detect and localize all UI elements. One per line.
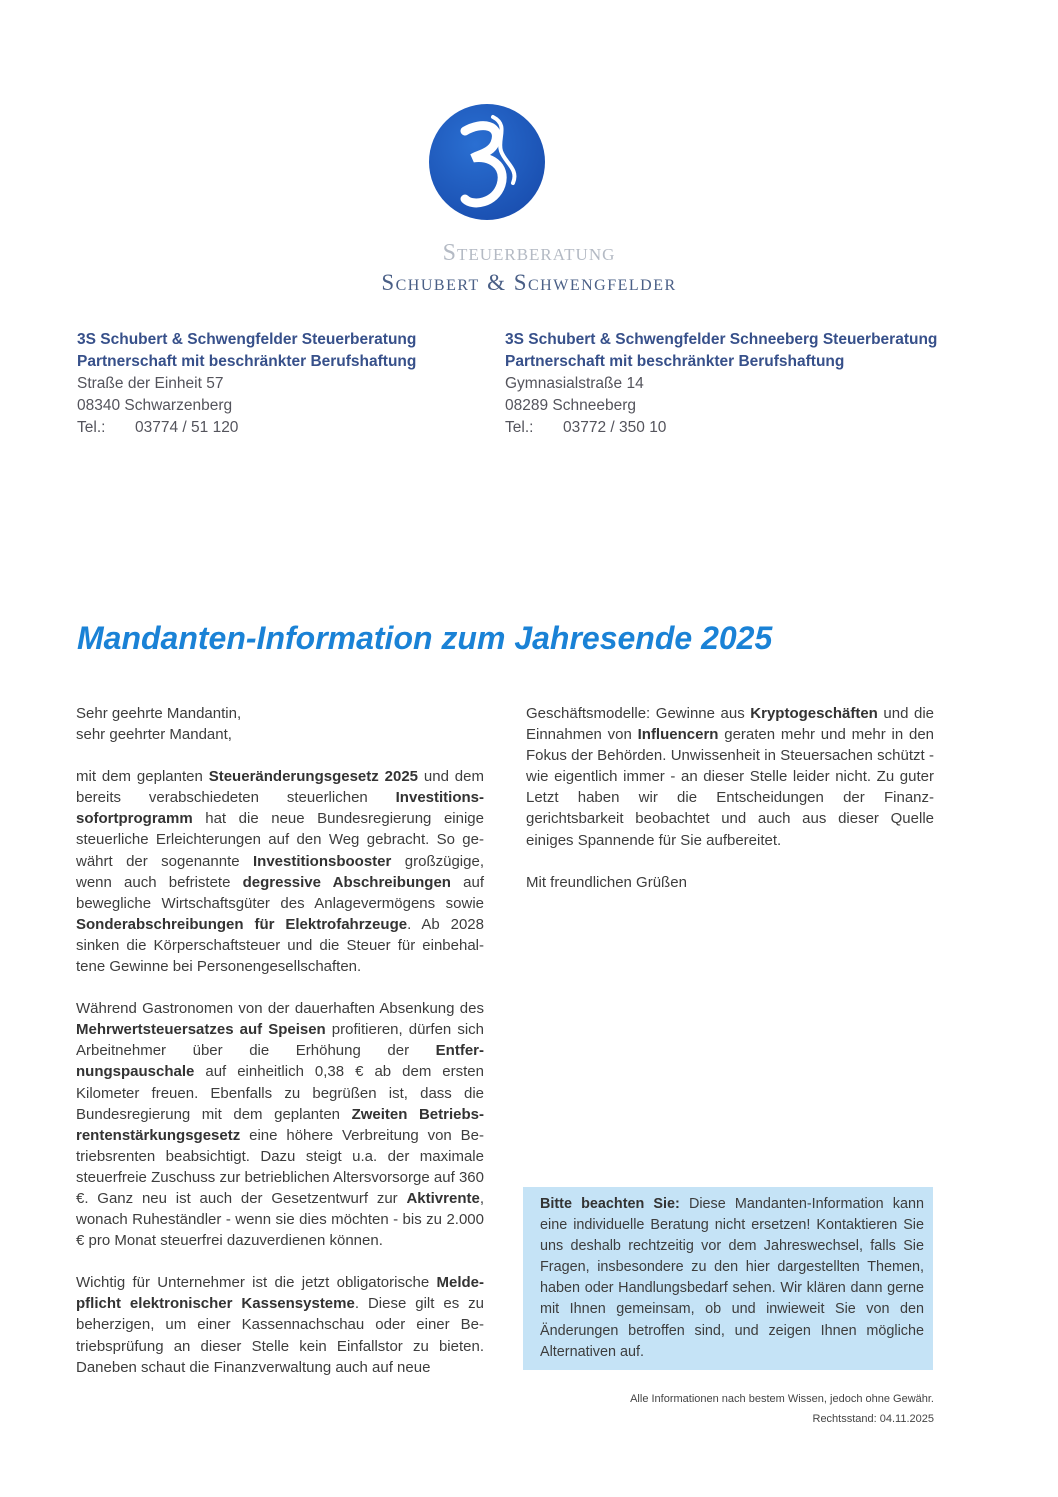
phone-number: 03772 / 350 10 — [563, 419, 667, 436]
text: Geschäftsmodelle: Gewinne aus — [526, 705, 751, 722]
office-city: 08289 Schneeberg — [505, 397, 637, 414]
paragraph-employees-pensions — [76, 998, 484, 1251]
office-street: Straße der Einheit 57 — [77, 375, 224, 392]
office-address-schneeberg — [505, 329, 937, 439]
text: auf einheitlich 0,38 € ab dem ersten Kilometer freuen. Ebenfalls zu begrüßen ist, dass die Bundesregierung mit dem geplanten — [76, 1063, 484, 1123]
emphasis: Zweiten Betriebsrentenstärkungsgesetz — [76, 1105, 485, 1144]
disclaimer: Alle Informationen nach bestem Wissen, jedoch ohne Gewähr. — [630, 1393, 934, 1405]
phone-number: 03774 / 51 120 — [135, 419, 239, 436]
paragraph-tax-changes — [76, 766, 484, 977]
office-legal-form: Partnerschaft mit beschränkter Berufshaftung — [505, 353, 845, 370]
notice-text: Diese Mandanten-Information kann eine individuelle Beratung nicht ersetzen! Kontaktieren Sie uns deshalb rechtzeitig vor dem Jahreswechsel, falls Sie Fragen, insbesondere zu den hier dargestellten Themen, haben oder Handlungsbedarf sehen. Wir klären dann gerne mit Ihnen gemeinsam, ob und inwieweit Sie von den Änderungen betroffen sind, und zeigen Ihnen mögliche Alternativen auf. — [540, 1196, 924, 1360]
office-street: Gymnasialstraße 14 — [505, 375, 644, 392]
text: eine höhere Verbreitung von Betriebsrenten beabsichtigt. Dazu steigt u.a. der maximale steuerfreie Zuschuss zur betrieblichen Altersvorsorge auf 360 €. Ganz neu ist auch der Gesetzentwurf zur — [76, 1126, 484, 1207]
text: . Diese gilt es zu beherzigen, um einer Kassennachschau oder einer Betriebsprüfung an dieser Stelle kein Einfallstor zu bieten. Daneben schaut die Finanzverwaltung auch auf neue — [76, 1295, 484, 1376]
salutation-line: sehr geehrter Mandant, — [76, 726, 232, 744]
brand-line-1: Steuerberatung — [442, 240, 616, 266]
emphasis: Sonderabschreibungen für Elektrofahrzeuge — [76, 915, 408, 933]
closing: Mit freundlichen Grüßen — [526, 873, 687, 891]
emphasis: Influencern — [637, 726, 719, 744]
text: und die Einnahmen von — [526, 705, 934, 744]
office-phone — [77, 417, 416, 439]
emphasis: Aktivrente — [406, 1189, 480, 1207]
text: geraten mehr und mehr in den Fokus der Behörden. Unwissenheit in Steuersachen schützt - wie eigentlich immer - an dieser Stelle leider nicht. Zu guter Letzt haben wir die Entscheidungen der Finanzgerichtsbarkeit beobachtet und auch aus dieser Quelle einiges Spannende für Sie aufbereitet. — [526, 726, 934, 849]
text: , wonach Ruheständler - wenn sie dies möchten - bis zu 2.000 € pro Monat steuerfrei dazuverdienen können. — [76, 1189, 484, 1250]
phone-label: Tel.: — [77, 419, 106, 436]
notice-box — [523, 1187, 933, 1370]
emphasis: Investitionsbooster — [253, 852, 392, 870]
text: profitieren, dürfen sich Arbeitnehmer über die Erhöhung der — [76, 1021, 485, 1060]
salutation-line: Sehr geehrte Mandantin, — [76, 705, 242, 722]
office-city: 08340 Schwarzenberg — [77, 397, 233, 414]
text: auf bewegliche Wirtschaftsgüter des Anlagevermögens sowie — [76, 873, 484, 912]
document-title: Mandanten-Information zum Jahresende 2025 — [77, 620, 773, 656]
footer — [630, 1389, 934, 1429]
text: Wichtig für Unternehmer ist die jetzt obligatorische — [76, 1274, 437, 1292]
emphasis: Investitionssofortprogramm — [76, 789, 484, 828]
3s-logo-icon — [427, 103, 547, 221]
text: hat die neue Bundesregierung einige steuerliche Erleichterungen auf den Weg gebracht. So gewährt der sogenannte — [76, 810, 484, 870]
office-address-schwarzenberg — [77, 329, 416, 439]
legal-status-date: Rechtsstand: 04.11.2025 — [812, 1413, 934, 1425]
emphasis: Mehrwertsteuersatzes auf Speisen — [76, 1021, 326, 1039]
text: . Ab 2028 sinken die Körperschaftsteuer und die Steuer für einbehaltene Gewinne bei Personengesellschaften. — [76, 915, 484, 976]
right-column — [526, 703, 934, 914]
salutation — [76, 703, 484, 745]
brand-line-2: Schubert & Schwengfelder — [381, 270, 677, 295]
emphasis: Kryptogeschäften — [750, 705, 878, 722]
office-name: 3S Schubert & Schwengfelder Steuerberatung — [77, 331, 417, 348]
paragraph-entrepreneurs — [76, 1272, 484, 1377]
phone-label: Tel.: — [505, 419, 534, 436]
office-legal-form: Partnerschaft mit beschränkter Berufshaftung — [77, 353, 417, 370]
text: und dem bereits verabschiedeten steuerlichen — [76, 768, 484, 807]
emphasis: degressive Abschreibungen — [242, 873, 451, 891]
text: Während Gastronomen von der dauerhaften Absenkung des — [76, 1000, 484, 1018]
paragraph-business-models — [526, 703, 934, 851]
office-name: 3S Schubert & Schwengfelder Schneeberg Steuerberatung — [505, 331, 938, 348]
emphasis: Entfernungspauschale — [76, 1042, 484, 1081]
emphasis: Meldepflicht elektronischer Kassensysteme — [76, 1274, 484, 1313]
emphasis: Steueränderungsgesetz 2025 — [208, 768, 419, 786]
notice-label: Bitte beachten Sie: — [540, 1196, 680, 1212]
left-column — [76, 703, 484, 1378]
office-phone — [505, 417, 937, 439]
text: großzügige, wenn auch befristete — [76, 852, 484, 891]
text: mit dem geplanten — [76, 768, 209, 786]
